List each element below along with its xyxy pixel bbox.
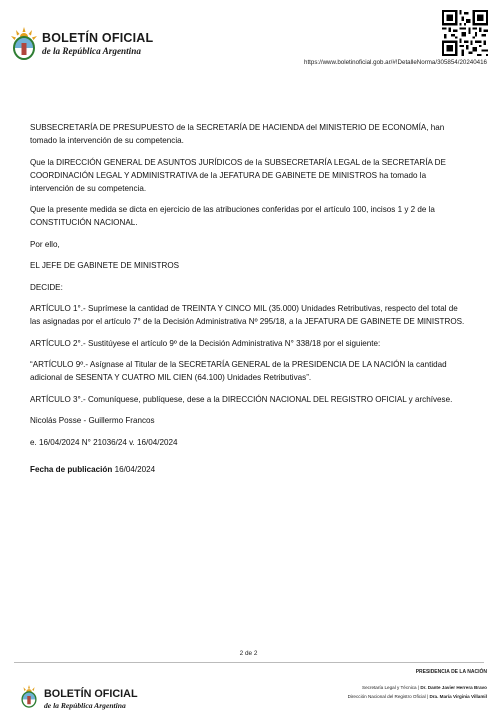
publication-date-label: Fecha de publicación — [30, 464, 113, 474]
page-header — [0, 0, 497, 72]
paragraph: EL JEFE DE GABINETE DE MINISTROS — [30, 261, 180, 270]
credit-name: Dra. María Virginia Villamil — [429, 694, 487, 699]
publication-date — [30, 463, 470, 476]
page-number: 2 de 2 — [239, 650, 258, 657]
paragraph: Por ello, — [30, 239, 60, 249]
document-body — [30, 121, 470, 484]
credit-line: Secretaría Legal y Técnica | Dr. Dante Javier Herrera Bravo — [362, 685, 487, 690]
brand-subtitle: de la República Argentina — [42, 46, 141, 56]
paragraph: Que la presente medida se dicta en ejercicio de las atribuciones conferidas por el artículo 100, incisos 1 y 2 de la CONSTITUCIÓN NACIONAL. — [30, 205, 435, 227]
coat-of-arms-icon — [8, 26, 40, 60]
paragraph: Que la DIRECCIÓN GENERAL DE ASUNTOS JURÍDICOS de la SUBSECRETARÍA LEGAL de la SECRETARÍA DE COORDINACIÓN LEGAL Y ADMINISTRATIVA de la JEFATURA DE GABINETE DE MINISTROS ha tomado la intervención de su competencia. — [30, 157, 446, 193]
credit-label: Secretaría Legal y Técnica — [362, 685, 417, 690]
footer-brand-subtitle: de la República Argentina — [44, 701, 126, 710]
publication-date-value: 16/04/2024 — [114, 464, 156, 474]
paragraph: DECIDE: — [30, 282, 63, 292]
footer-brand-title: BOLETÍN OFICIAL — [44, 688, 138, 700]
footer-credits — [348, 668, 487, 701]
credit-name: Dr. Dante Javier Herrera Bravo — [420, 685, 487, 690]
footer-coat-of-arms-icon — [18, 683, 40, 709]
article-3: ARTÍCULO 3°.- Comuníquese, publíquese, dese a la DIRECCIÓN NACIONAL DEL REGISTRO OFICIAL y archívese. — [30, 394, 453, 404]
article-1: ARTÍCULO 1°.- Suprímese la cantidad de TREINTA Y CINCO MIL (35.000) Unidades Retributivas, respecto del total de las asignadas por el artículo 7° de la Decisión Administrativa Nº 295/18, a la JEFATURA DE GABINETE DE MINISTROS. — [30, 304, 465, 326]
footer-divider — [14, 662, 484, 663]
article-9-quote: “ARTÍCULO 9º.- Asígnase al Titular de la SECRETARÍA GENERAL de la PRESIDENCIA DE LA NACIÓN la cantidad adicional de SESENTA Y CUATRO MIL CIEN (64.100) Unidades Retributivas”. — [30, 360, 447, 382]
paragraph: SUBSECRETARÍA DE PRESUPUESTO de la SECRETARÍA DE HACIENDA del MINISTERIO DE ECONOMÍA, han tomado la intervención de su competencia. — [30, 123, 445, 145]
edition-reference: e. 16/04/2024 N° 21036/24 v. 16/04/2024 — [30, 437, 178, 447]
qr-code-icon[interactable] — [442, 10, 488, 56]
presidency-label: PRESIDENCIA DE LA NACIÓN — [415, 669, 487, 675]
brand-title: BOLETÍN OFICIAL — [42, 31, 154, 45]
document-url[interactable]: https://www.boletinoficial.gob.ar/#!DetalleNorma/305854/20240416 — [304, 59, 487, 66]
credit-label: Dirección Nacional del Registro Oficial — [347, 694, 426, 699]
signatories: Nicolás Posse - Guillermo Francos — [30, 416, 155, 425]
credit-line: Dirección Nacional del Registro Oficial | Dra. María Virginia Villamil — [347, 694, 487, 699]
article-2: ARTÍCULO 2°.- Sustitúyese el artículo 9º de la Decisión Administrativa N° 338/18 por el siguiente: — [30, 338, 381, 348]
